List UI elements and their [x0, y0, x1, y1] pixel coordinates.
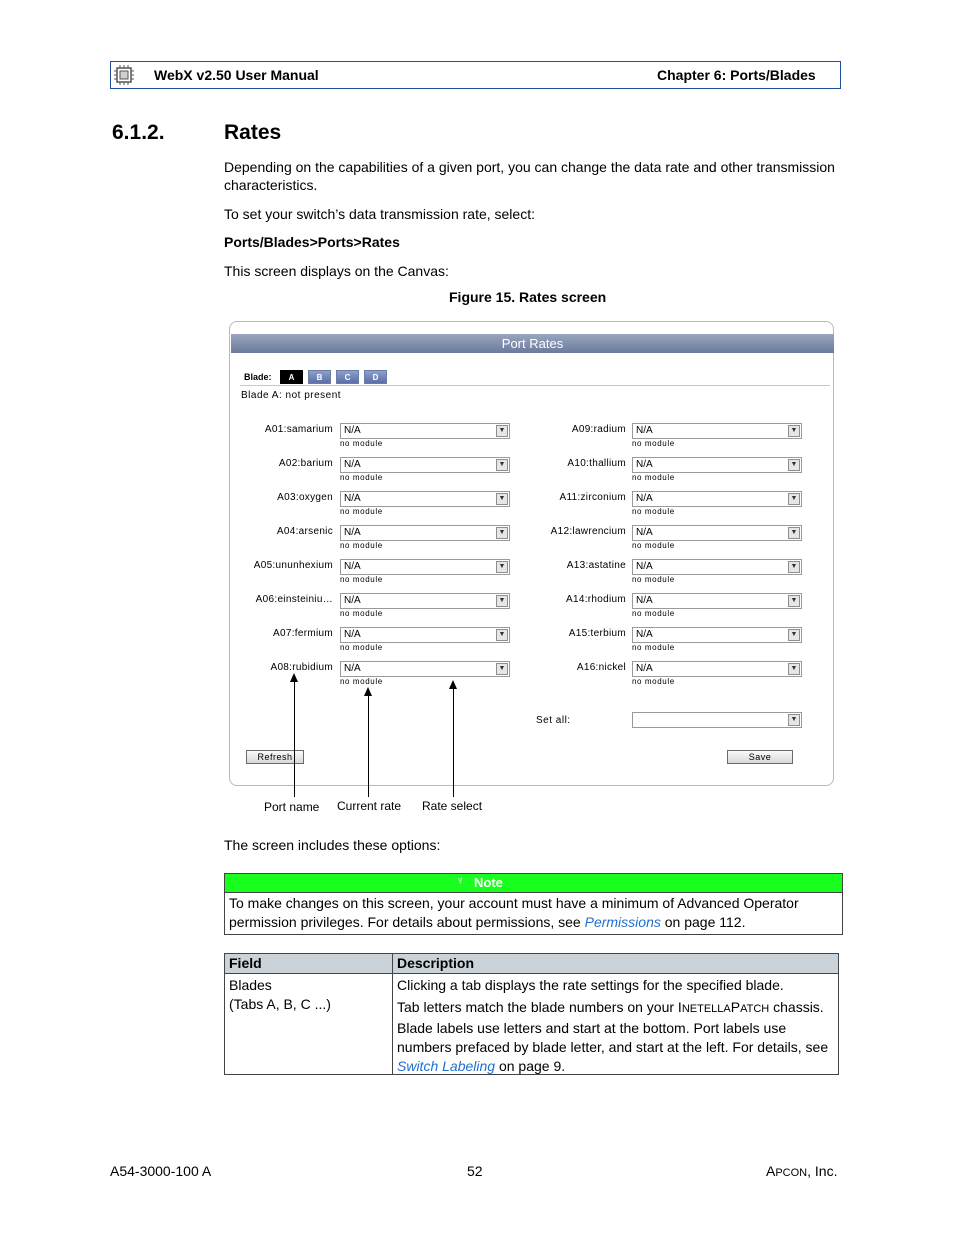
- current-rate: N/A: [636, 595, 653, 606]
- table-divider: [392, 954, 393, 1074]
- blade-tab-c[interactable]: C: [336, 370, 359, 384]
- chevron-down-icon: ▼: [788, 714, 800, 726]
- options-paragraph: The screen includes these options:: [224, 837, 441, 853]
- figure-caption: Figure 15. Rates screen: [449, 289, 607, 305]
- table-cell-description: Clicking a tab displays the rate settings for the specified blade.: [397, 977, 784, 993]
- current-rate: N/A: [344, 595, 361, 606]
- rate-select-callout: Rate select: [422, 799, 483, 813]
- table-cell-description-detail: Tab letters match the blade numbers on your INETELLAPATCH chassis. Blade labels use letters and start at the bottom. Port labels use numbers prefaced by blade letter, and start at the left. For details, see Switch Labeling on page 9.: [397, 999, 829, 1074]
- rate-select[interactable]: [632, 423, 802, 439]
- set-all-label: Set all:: [536, 715, 571, 726]
- note-text: To make changes on this screen, your account must have a minimum of Advanced Operator permission privileges. For details about permissions, see Permissions on page 112.: [229, 895, 799, 930]
- current-rate: N/A: [636, 459, 653, 470]
- module-status: no module: [340, 575, 383, 584]
- chevron-down-icon: ▼: [788, 459, 800, 471]
- chevron-down-icon: ▼: [496, 663, 508, 675]
- chevron-down-icon: ▼: [496, 527, 508, 539]
- rate-select[interactable]: [340, 525, 510, 541]
- current-rate-arrow-line: [368, 694, 369, 797]
- current-rate: N/A: [636, 493, 653, 504]
- port-name: A11:zirconium: [559, 492, 626, 503]
- document-number: A54-3000-100 A: [110, 1163, 212, 1179]
- rate-select[interactable]: [340, 559, 510, 575]
- rate-select[interactable]: [632, 593, 802, 609]
- chevron-down-icon: ▼: [788, 527, 800, 539]
- current-rate: N/A: [636, 663, 653, 674]
- port-name: A03:oxygen: [277, 492, 333, 503]
- rate-select[interactable]: [340, 661, 510, 677]
- chapter-title: Chapter 6: Ports/Blades: [657, 67, 816, 83]
- port-name-callout: Port name: [264, 800, 320, 814]
- blade-tab-d[interactable]: D: [364, 370, 387, 384]
- port-name: A15:terbium: [568, 628, 626, 639]
- chevron-down-icon: ▼: [496, 459, 508, 471]
- module-status: no module: [632, 439, 675, 448]
- blade-status: Blade A: not present: [241, 390, 342, 401]
- chevron-down-icon: ▼: [496, 425, 508, 437]
- table-header: [225, 954, 838, 974]
- current-rate: N/A: [344, 561, 361, 572]
- section-title: Rates: [224, 121, 282, 144]
- chevron-down-icon: ▼: [496, 629, 508, 641]
- module-status: no module: [340, 541, 383, 550]
- chevron-down-icon: ▼: [496, 561, 508, 573]
- rate-select[interactable]: [340, 627, 510, 643]
- module-status: no module: [632, 507, 675, 516]
- rate-select[interactable]: [340, 491, 510, 507]
- permissions-link[interactable]: Permissions: [584, 914, 661, 930]
- tab-divider: [240, 385, 830, 386]
- chevron-down-icon: ▼: [788, 629, 800, 641]
- current-rate: N/A: [344, 527, 361, 538]
- port-name: A08:rubidium: [270, 662, 333, 673]
- module-status: no module: [340, 609, 383, 618]
- canvas-paragraph: This screen displays on the Canvas:: [224, 263, 449, 279]
- section-number: 6.1.2.: [112, 121, 165, 144]
- port-name-arrow-line: [294, 680, 295, 797]
- module-status: no module: [632, 541, 675, 550]
- chevron-down-icon: ▼: [788, 663, 800, 675]
- note-title: Note: [474, 875, 503, 890]
- intro-paragraph: Depending on the capabilities of a given port, you can change the data rate and other transmission characteristics.: [224, 159, 835, 193]
- current-rate: N/A: [636, 629, 653, 640]
- rate-select[interactable]: [340, 593, 510, 609]
- module-status: no module: [340, 507, 383, 516]
- menu-path: Ports/Blades>Ports>Rates: [224, 234, 400, 250]
- port-name: A04:arsenic: [276, 526, 333, 537]
- port-name: A12:lawrencium: [550, 526, 626, 537]
- rate-select[interactable]: [340, 423, 510, 439]
- module-status: no module: [340, 439, 383, 448]
- chevron-down-icon: ▼: [788, 561, 800, 573]
- rate-select[interactable]: [632, 525, 802, 541]
- manual-title: WebX v2.50 User Manual: [154, 67, 319, 83]
- chevron-down-icon: ▼: [496, 493, 508, 505]
- current-rate: N/A: [636, 527, 653, 538]
- note-header: [225, 874, 842, 893]
- current-rate: N/A: [344, 493, 361, 504]
- instruction-paragraph: To set your switch’s data transmission rate, select:: [224, 206, 535, 222]
- current-rate: N/A: [344, 425, 361, 436]
- port-name: A07:fermium: [273, 628, 333, 639]
- blade-tab-a[interactable]: A: [280, 370, 303, 384]
- module-status: no module: [340, 473, 383, 482]
- module-status: no module: [632, 575, 675, 584]
- table-header-description: Description: [397, 955, 475, 971]
- rate-select[interactable]: [632, 661, 802, 677]
- note-icon: ♆: [456, 875, 465, 887]
- chevron-down-icon: ▼: [788, 595, 800, 607]
- port-name: A14:rhodium: [566, 594, 626, 605]
- current-rate: N/A: [636, 425, 653, 436]
- module-status: no module: [632, 609, 675, 618]
- table-cell-field: Blades (Tabs A, B, C ...): [229, 977, 331, 1012]
- current-rate: N/A: [344, 663, 361, 674]
- module-status: no module: [340, 677, 383, 686]
- port-name: A09:radium: [571, 424, 626, 435]
- chevron-down-icon: ▼: [496, 595, 508, 607]
- switch-labeling-link[interactable]: Switch Labeling: [397, 1058, 496, 1074]
- port-name: A06:einsteiniu…: [255, 594, 333, 605]
- set-all-select[interactable]: [632, 712, 802, 728]
- rate-select[interactable]: [340, 457, 510, 473]
- chevron-down-icon: ▼: [788, 425, 800, 437]
- current-rate: N/A: [344, 459, 361, 470]
- chevron-down-icon: ▼: [788, 493, 800, 505]
- save-button[interactable]: Save: [727, 750, 793, 764]
- port-name: A05:ununhexium: [253, 560, 333, 571]
- module-status: no module: [632, 643, 675, 652]
- module-status: no module: [632, 473, 675, 482]
- blade-tab-b[interactable]: B: [308, 370, 331, 384]
- blade-label: Blade:: [244, 372, 272, 382]
- port-name: A01:samarium: [264, 424, 333, 435]
- rate-select[interactable]: [632, 559, 802, 575]
- refresh-button[interactable]: Refresh: [246, 750, 304, 764]
- port-name: A02:barium: [278, 458, 333, 469]
- port-name: A16:nickel: [576, 662, 626, 673]
- rate-select[interactable]: [632, 491, 802, 507]
- rate-select[interactable]: [632, 457, 802, 473]
- module-status: no module: [632, 677, 675, 686]
- table-header-field: Field: [229, 955, 262, 971]
- current-rate: N/A: [344, 629, 361, 640]
- chip-icon: [114, 65, 134, 85]
- port-name: A13:astatine: [566, 560, 626, 571]
- module-status: no module: [340, 643, 383, 652]
- current-rate-callout: Current rate: [337, 799, 402, 813]
- rate-select[interactable]: [632, 627, 802, 643]
- panel-title: Port Rates: [501, 336, 564, 351]
- rate-select-arrow-line: [453, 687, 454, 797]
- page-number: 52: [467, 1163, 483, 1179]
- port-name: A10:thallium: [567, 458, 626, 469]
- current-rate: N/A: [636, 561, 653, 572]
- company-name: APCON, Inc.: [766, 1163, 838, 1179]
